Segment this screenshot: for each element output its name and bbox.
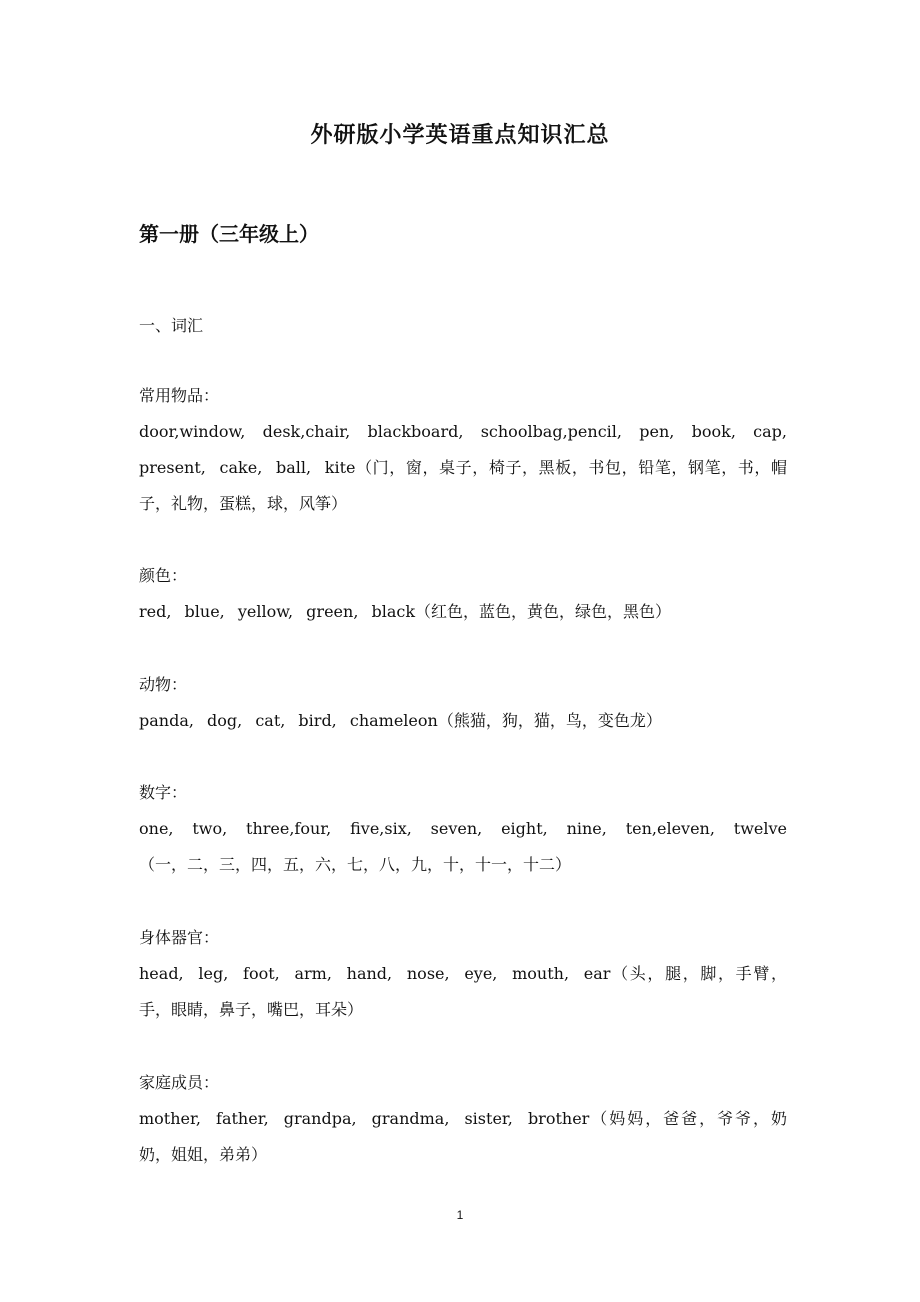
- vocab-group-common-items: [139, 378, 787, 522]
- vocab-group-text: door,window, desk,chair, blackboard, schoolbag,pencil, pen, book, cap, present, cake, ball, kite（门，窗，桌子，椅子，黑板，书包，铅笔，钢笔，书，帽子，礼物，蛋糕，球，风筝）: [139, 422, 787, 513]
- vocab-group-numbers: [139, 775, 787, 883]
- volume-heading: 第一册（三年级上）: [139, 222, 319, 246]
- vocab-group-text: head, leg, foot, arm, hand, nose, eye, mouth, ear（头，腿，脚，手臂，手，眼睛，鼻子，嘴巴，耳朵）: [139, 964, 787, 1019]
- vocab-group-text: panda, dog, cat, bird, chameleon（熊猫，狗，猫，鸟，变色龙）: [139, 711, 662, 730]
- document-title: 外研版小学英语重点知识汇总: [310, 123, 610, 148]
- vocab-group-heading: 颜色：: [139, 566, 188, 585]
- vocab-group-animals: [139, 667, 787, 739]
- vocab-group-family: [139, 1065, 787, 1173]
- vocab-group-body-parts: [139, 920, 787, 1028]
- vocab-group-heading: 家庭成员：: [139, 1073, 220, 1092]
- page-number: 1: [456, 1208, 464, 1222]
- vocab-group-heading: 常用物品：: [139, 386, 220, 405]
- vocab-group-heading: 动物：: [139, 675, 188, 694]
- vocab-group-text: red, blue, yellow, green, black（红色，蓝色，黄色，绿色，黑色）: [139, 602, 672, 621]
- vocab-group-heading: 身体器官：: [139, 928, 220, 947]
- vocab-group-colors: [139, 558, 787, 630]
- vocab-group-heading: 数字：: [139, 783, 188, 802]
- vocab-group-text: mother, father, grandpa, grandma, sister, brother（妈妈，爸爸，爷爷，奶奶，姐姐，弟弟）: [139, 1109, 787, 1164]
- vocab-group-text: one, two, three,four, five,six, seven, eight, nine, ten,eleven, twelve（一，二，三，四，五，六，七，八，九，十，十一，十二）: [139, 819, 787, 874]
- section-heading: 一、词汇: [139, 316, 204, 335]
